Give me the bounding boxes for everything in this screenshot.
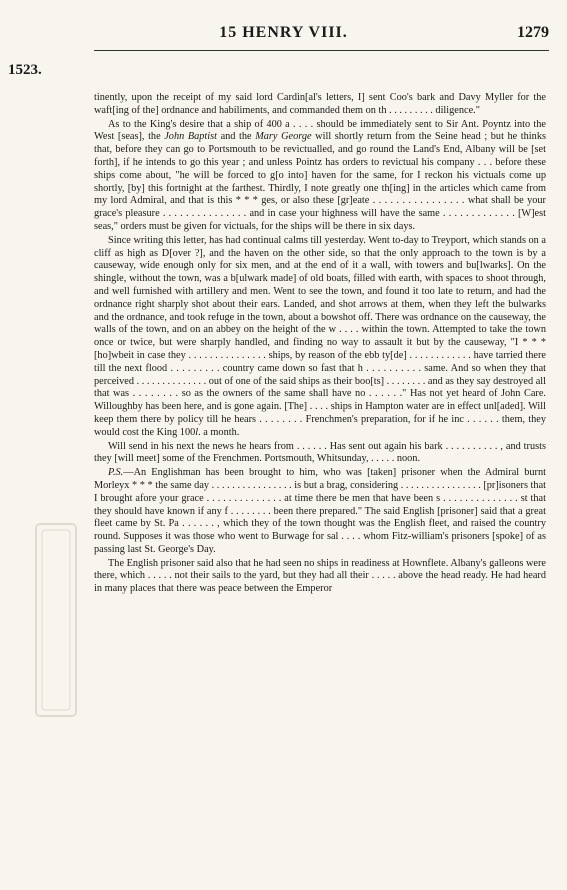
text-run: will shortly return from the Seine head ; but he thinks that, before they can go to Portsmouth to be revictualled, and go round the Land's End, Albany will be [set forth], if he intends to go this year ; and unless Pointz has orders to revictual his company . . . before these ships come about, "he will be forced to g[o into] haven for the same, for I reckon his victuals come up shortly, [by] this fortnight at the farthest. Thirdly, I note greatly one th[ing] in the articles which came from my lord Admiral, and that is this * * * ges, or also these [gr]eate . . . . . . . . . . . . . . . . what shall be your grace's pleasure . . . . . . . . . . . . . . . and in case your highness will have the same . . . . . . . . . . . . . [W]est seas," orders must be given for victuals, for the ships will be there in six days. — [94, 131, 546, 232]
library-stamp-watermark — [32, 520, 80, 720]
paragraph — [94, 235, 546, 440]
text-run: Since writing this letter, has had continual calms till yesterday. Went to-day to Treyport, which stands on a cliff as high as D[over ?], and the haven on the other side, so that the only approach to the town is by a causeway, wide enough only for six men, and at the end of it a wall, with towers and bu[lwarks]. On the shingle, without the town, was a b[ulwark made] of old boats, filled with earth, with spaces to shoot through, and well furnished with artillery and men. Went to see the town, and found it too late to return, and had the ordnance right sharply shot about their ears. Landed, and shot arrows at them, when they left the bulwarks and the ordnance, and took refuge in the town, about a bowshot off. There was ordnance on the causeway, the walls of the town, and on an abbey on the height of the w . . . . within the town. Attempted to take the town once or twice, but were sharply handled, and finding no way to assault it but by the causeway, "I * * * [ho]wbeit in case they . . . . . . . . . . . . . . . ships, by reason of the ebb ty[de] . . . . . . . . . . . . have tarried there till the next flood . . . . . . . . . country came down so fast that h . . . . . . . . . . same. And so when they that perceived . . . . . . . . . . . . . . out of one of the said ships as their boo[ts] . . . . . . . . and as they say destroyed all that was . . . . . . . . so as the owners of the same shall have no . . . . . ." Has not yet heard of John Care. Willoughby has been here, and is gone again. [The] . . . . ships in Hampton water are in effect unl[aded]. Will keep them there by policy till he hears . . . . . . . . Frenchmen's preparation, for if he inc . . . . . . them, they would cost the King 100 — [94, 234, 546, 438]
italic-text: John Baptist — [164, 131, 218, 143]
text-run: and the — [217, 131, 256, 143]
margin-year: 1523. — [8, 62, 42, 78]
italic-text: Mary George — [255, 131, 312, 143]
text-run: tinently, upon the receipt of my said lord Cardin[al's letters, I] sent Coo's bark and Davy Myller for the waft[ing of the] ordnance and habiliments, and commanded them on th . . . . . . . . . diligence." — [94, 92, 546, 116]
text-run: Will send in his next the news he hears from . . . . . . Has sent out again his bark . . . . . . . . . . , and trusts they [will meet] some of the Frenchmen. Portsmouth, Whitsunday, . . . . . noon. — [94, 440, 546, 465]
paragraph-continuation — [94, 92, 546, 118]
running-head-title: 15 HENRY VIII. — [219, 24, 348, 41]
italic-text: l — [195, 426, 199, 438]
header-rule — [94, 50, 549, 51]
paragraph — [94, 558, 546, 596]
text-run: . a month. — [198, 426, 240, 438]
paragraph — [94, 441, 546, 467]
paragraph — [94, 467, 546, 557]
text-run: The English prisoner said also that he had seen no ships in readiness at Hownflete. Albany's galleons were there, which . . . . . not their sails to the yard, but they had all their . . . . . above the head ready. He had heard in many places that there was peace between the Emperor — [94, 557, 546, 595]
text-run: As to the King's desire that a ship of 400 a . . . . should be immediately sent to Sir Ant. Poyntz into the West [seas], the — [94, 118, 546, 143]
page-number: 1279 — [517, 24, 549, 41]
body-text — [94, 92, 546, 597]
text-run: —An Englishman has been brought to him, who was [taken] prisoner when the Admiral burnt Morleyx * * * the same day . . . . . . . . . . . . . . . . is but a brag, considering . . . . . . . . . . . . . . . . [pr]isoners that I brought afore your grace . . . . . . . . . . . . . . at time there be men that have been s . . . . . . . . . . . . . . st that they should have known if any f . . . . . . . . been there prepared." The said English [prisoner] said that a great fleet came by St. Pa . . . . . . , which they of the town thought was the English fleet, and raised the country round. Supposes it was those who went to Burwage for sal . . . . whom Fitz-william's prisoners [spoke] of as passing last St. George's Day. — [94, 467, 546, 555]
running-head — [0, 24, 567, 46]
paragraph — [94, 119, 546, 234]
italic-text: P.S. — [108, 467, 124, 479]
